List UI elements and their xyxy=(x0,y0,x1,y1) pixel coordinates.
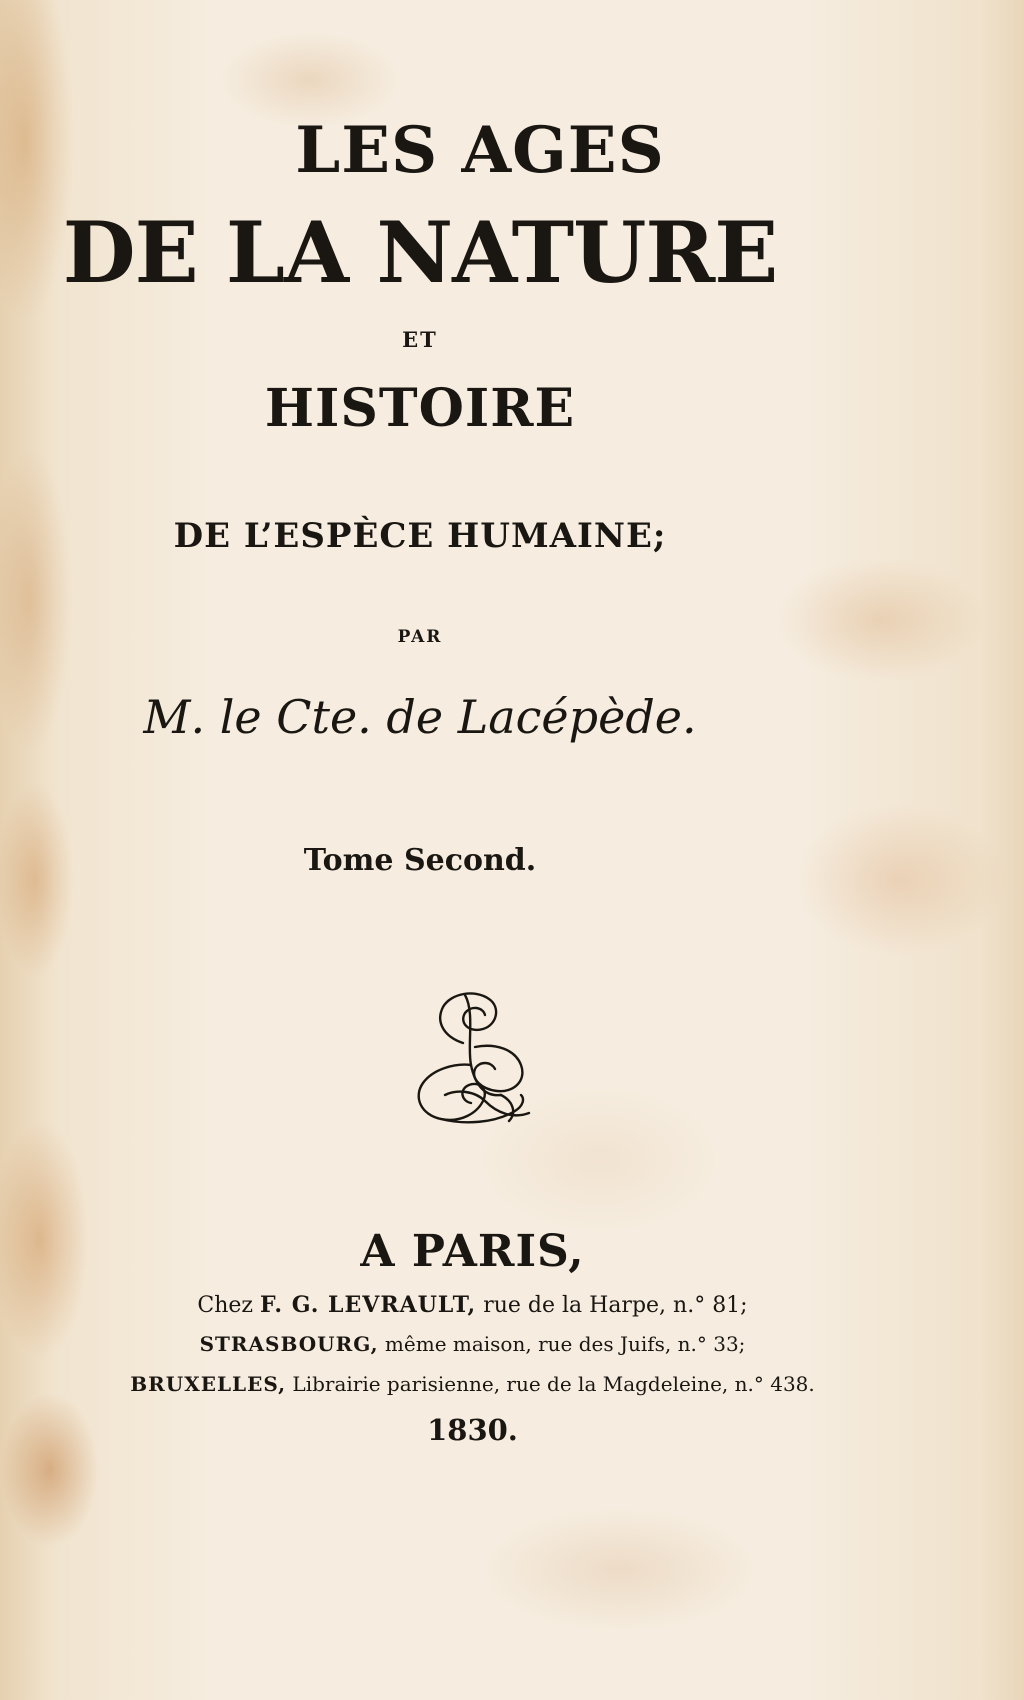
title-line-histoire: HISTOIRE xyxy=(264,378,576,439)
branch2-address: Librairie parisienne, rue de la Magdeleine, n.° 438. xyxy=(292,1372,815,1396)
publisher-address: rue de la Harpe, n.° 81; xyxy=(483,1293,748,1318)
imprint-city: A PARIS, xyxy=(360,1226,585,1277)
publisher-prefix: Chez xyxy=(197,1293,253,1318)
author-name: M. le Cte. de Lacépède. xyxy=(143,690,697,744)
title-line-les-ages: LES AGES xyxy=(295,113,665,188)
volume-label: Tome Second. xyxy=(303,843,537,878)
imprint-publisher-line xyxy=(0,1290,945,1321)
branch1-city: STRASBOURG, xyxy=(199,1332,379,1356)
conjunction-et: ET xyxy=(402,327,438,352)
by-label: PAR xyxy=(397,627,443,647)
imprint-branch-strasbourg xyxy=(0,1330,945,1358)
imprint-branch-bruxelles xyxy=(0,1370,945,1398)
branch1-address: même maison, rue des Juifs, n.° 33; xyxy=(384,1332,746,1356)
publisher-name: F. G. LEVRAULT, xyxy=(260,1292,477,1318)
title-line-de-la-nature: DE LA NATURE xyxy=(62,203,778,302)
monogram-ornament-icon xyxy=(405,985,540,1135)
branch2-city: BRUXELLES, xyxy=(130,1372,287,1396)
title-line-espece-humaine: DE L’ESPÈCE HUMAINE; xyxy=(173,516,667,556)
publication-year: 1830. xyxy=(427,1413,518,1447)
